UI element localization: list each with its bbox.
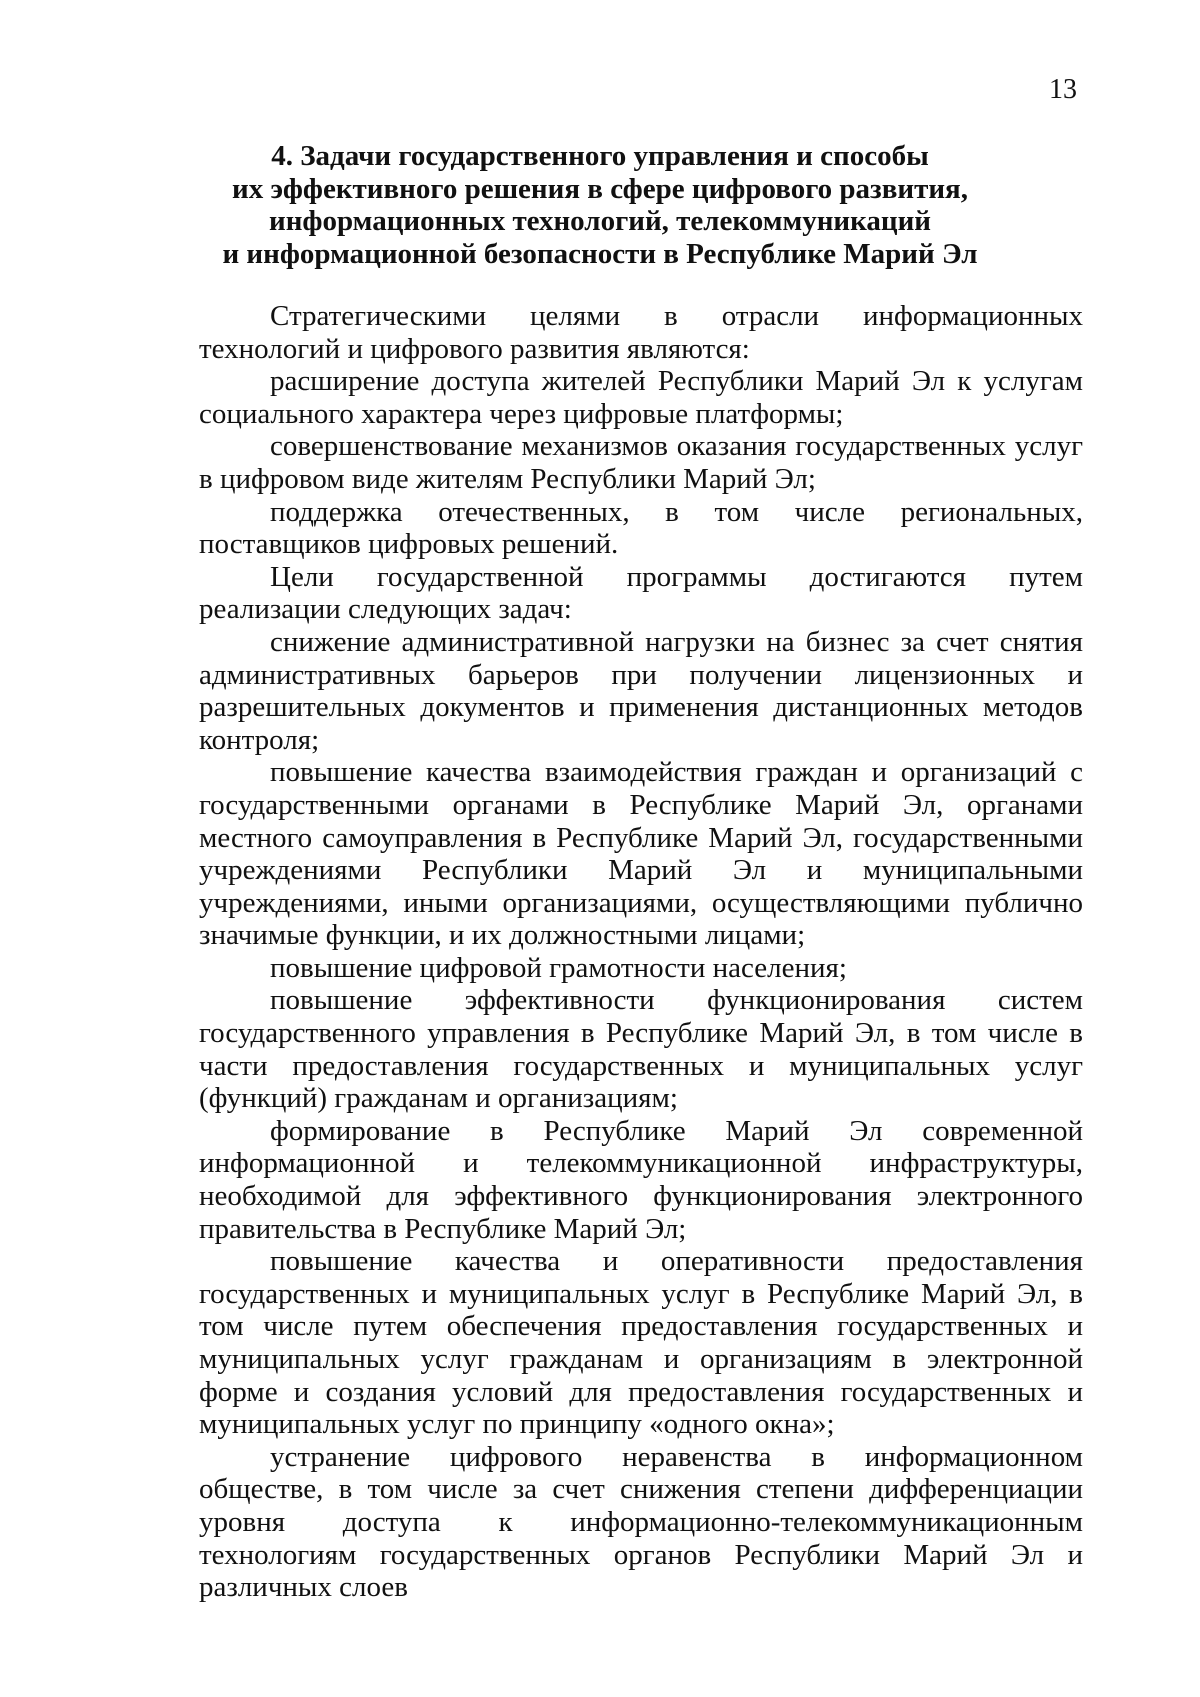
section-title-line: и информационной безопасности в Республике Марий Эл (222, 237, 978, 270)
paragraph: повышение качества взаимодействия граждан и организаций с государственными органами в Республике Марий Эл, органами местного самоуправления в Республике Марий Эл, государственными учреждениями Республики Марий Эл и муниципальными учреждениями, иными организациями, осуществляющими публично значимые функции, и их должностными лицами; (199, 756, 1083, 952)
section-title-line: их эффективного решения в сфере цифрового развития, (232, 172, 968, 205)
paragraph: поддержка отечественных, в том числе региональных, поставщиков цифровых решений. (199, 495, 1083, 561)
section-title-line: 4. Задачи государственного управления и способы (271, 140, 929, 172)
paragraph: повышение эффективности функционирования систем государственного управления в Республике Марий Эл, в том числе в части предоставления государственных и муниципальных услуг (функций) гражданам и организациям; (199, 984, 1083, 1115)
paragraph: устранение цифрового неравенства в информационном обществе, в том числе за счет снижения степени дифференциации уровня доступа к информационно-телекоммуникационным технологиям государственных органов Республики Марий Эл и различных слоев (199, 1440, 1083, 1604)
paragraph: повышение качества и оперативности предоставления государственных и муниципальных услуг в Республике Марий Эл, в том числе путем обеспечения предоставления государственных и муниципальных услуг гражданам и организациям в электронной форме и создания условий для предоставления государственных и муниципальных услуг по принципу «одного окна»; (199, 1245, 1083, 1441)
paragraph: совершенствование механизмов оказания государственных услуг в цифровом виде жителям Республики Марий Эл; (199, 430, 1083, 495)
document-body (199, 300, 1083, 1604)
page-number: 13 (1049, 74, 1077, 105)
section-title-line: информационных технологий, телекоммуникаций (268, 205, 932, 237)
paragraph: формирование в Республике Марий Эл современной информационной и телекоммуникационной инфраструктуры, необходимой для эффективного функционирования электронного правительства в Республике Марий Эл; (199, 1114, 1083, 1245)
paragraph: расширение доступа жителей Республики Марий Эл к услугам социального характера через цифровые платформы; (199, 365, 1083, 430)
paragraph: повышение цифровой грамотности населения; (270, 951, 847, 984)
paragraph: Стратегическими целями в отрасли информационных технологий и цифрового развития являются: (199, 300, 1083, 365)
paragraph: Цели государственной программы достигаются путем реализации следующих задач: (199, 560, 1083, 626)
paragraph: снижение административной нагрузки на бизнес за счет снятия административных барьеров при получении лицензионных и разрешительных документов и применения дистанционных методов контроля; (199, 625, 1083, 756)
section-title (200, 140, 1000, 270)
